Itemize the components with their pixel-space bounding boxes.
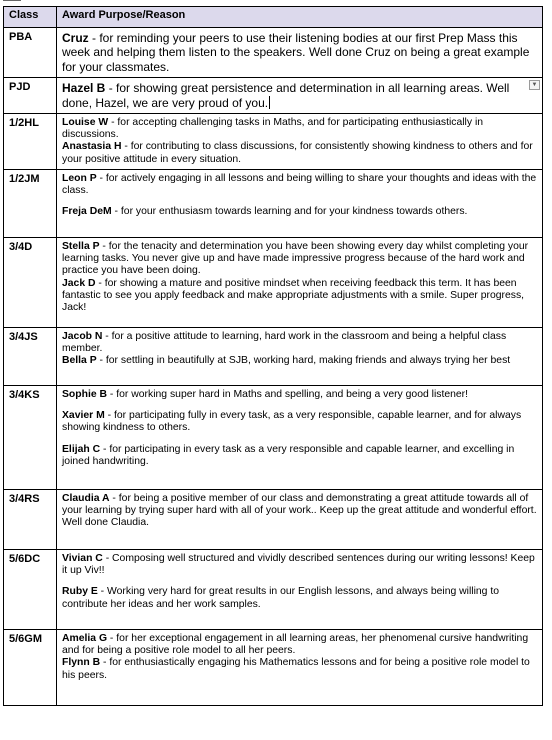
award-reason: - for contributing to class discussions, for consistently showing kindness to others and for your positive attitude in every situation. [62, 141, 533, 165]
award-entry [62, 117, 537, 141]
award-entry [62, 410, 537, 434]
reason-cell [57, 630, 543, 706]
award-reason: - for accepting challenging tasks in Maths, and for participating enthusiastically in discussions. [62, 117, 484, 141]
student-name: Jack D [62, 277, 96, 289]
table-row [4, 78, 543, 114]
award-entry [62, 389, 537, 401]
class-cell: 1/2JM [4, 170, 57, 238]
award-reason: - for being a positive member of our class and demonstrating a great attitude towards all of your learning by trying super hard with all of your work.. Keep up the great attitude and wonderful effort. Well done Claudia. [62, 493, 537, 529]
award-entry [62, 657, 537, 681]
award-entry [62, 278, 537, 315]
reason-cell [57, 28, 543, 78]
student-name: Ruby E [62, 586, 98, 598]
student-name: Vivian C [62, 553, 103, 565]
award-reason: - Composing well structured and vividly described sentences during our writing lessons! Keep it up Viv!! [62, 553, 535, 577]
student-name: Leon P [62, 173, 97, 185]
award-reason: - for actively engaging in all lessons and being willing to share your thoughts and ideas with the class. [62, 173, 537, 197]
award-entry [62, 206, 537, 218]
student-name: Xavier M [62, 410, 105, 422]
class-cell: PBA [4, 28, 57, 78]
award-reason: - for working super hard in Maths and spelling, and being a very good listener! [107, 389, 469, 401]
award-reason: - Working very hard for great results in our English lessons, and always being willing to contribute her ideas and her work samples. [62, 586, 499, 610]
header-class: Class [4, 7, 57, 28]
award-reason: - for reminding your peers to use their listening bodies at our first Prep Mass this week and helping them listen to the speakers. Well done Cruz on being a great example for your classmates. [62, 31, 530, 74]
table-row [4, 490, 543, 550]
class-cell: 5/6DC [4, 550, 57, 630]
student-name: Claudia A [62, 493, 110, 505]
award-reason: - for participating fully in every task, as a very responsible, capable learner, and for always showing kindness to others. [62, 410, 522, 434]
header-row [4, 7, 543, 28]
reason-cell [57, 114, 543, 170]
student-name: Stella P [62, 241, 100, 253]
award-reason: - for your enthusiasm towards learning and for your kindness towards others. [111, 206, 468, 218]
student-name: Bella P [62, 355, 97, 367]
award-reason: - for showing a mature and positive mindset when receiving feedback this term. It has been fantastic to see you apply feedback and make appropriate adjustments with a smile. Super progress, Jack! [62, 277, 525, 314]
award-reason: - for a positive attitude to learning, hard work in the classroom and being a helpful class member. [62, 331, 507, 355]
table-row [4, 386, 543, 490]
award-entry [62, 31, 537, 74]
award-reason: - for enthusiastically engaging his Mathematics lessons and for being a positive role model to his peers. [62, 657, 530, 681]
award-reason: - for showing great persistence and determination in all learning areas. Well done, Hazel, we are very proud of you. [62, 81, 510, 110]
award-entry [62, 241, 537, 278]
class-cell: 1/2HL [4, 114, 57, 170]
table-row [4, 170, 543, 238]
award-entry [62, 586, 537, 610]
student-name: Jacob N [62, 331, 103, 343]
student-name: Louise W [62, 117, 109, 129]
table-row [4, 238, 543, 328]
award-entry [62, 553, 537, 577]
table-row [4, 328, 543, 386]
award-entry [62, 633, 537, 657]
reason-cell [57, 328, 543, 386]
class-cell: 3/4D [4, 238, 57, 328]
awards-body [4, 28, 543, 706]
table-row [4, 630, 543, 706]
student-name: Sophie B [62, 389, 108, 401]
student-name: Hazel B [62, 81, 106, 96]
reason-cell [57, 238, 543, 328]
reason-cell [57, 386, 543, 490]
reason-cell [57, 490, 543, 550]
table-row [4, 28, 543, 78]
award-entry [62, 81, 537, 110]
header-reason: Award Purpose/Reason [57, 7, 543, 28]
award-reason: - for her exceptional engagement in all learning areas, her phenomenal cursive handwriting and for being a positive role model to all her peers. [62, 633, 529, 657]
student-name: Flynn B [62, 657, 101, 669]
class-cell: PJD [4, 78, 57, 114]
reason-cell [57, 550, 543, 630]
cell-dropdown-icon[interactable]: ▼ [529, 80, 540, 90]
award-reason: - for the tenacity and determination you have been showing every day whilst completing your learning tasks. You never give up and have made impressive progress because of the hard work and practice you have been doing. [62, 241, 529, 277]
award-entry [62, 173, 537, 197]
top-edge-line [3, 0, 21, 1]
reason-cell[interactable] [57, 78, 543, 114]
award-entry [62, 355, 537, 367]
class-cell: 3/4KS [4, 386, 57, 490]
text-cursor [269, 96, 270, 109]
award-reason: - for participating in every task as a very responsible and capable learner, and excelling in joined handwriting. [62, 443, 515, 467]
reason-cell [57, 170, 543, 238]
student-name: Elijah C [62, 443, 101, 455]
award-entry [62, 331, 537, 355]
student-name: Anastasia H [62, 141, 122, 153]
student-name: Freja DeM [62, 206, 112, 218]
table-row [4, 114, 543, 170]
student-name: Cruz [62, 31, 89, 45]
table-row [4, 550, 543, 630]
student-name: Amelia G [62, 633, 108, 645]
class-cell: 5/6GM [4, 630, 57, 706]
class-cell: 3/4RS [4, 490, 57, 550]
awards-table [3, 6, 543, 706]
award-entry [62, 141, 537, 165]
award-entry [62, 444, 537, 468]
award-reason: - for settling in beautifully at SJB, working hard, making friends and always trying her best [96, 355, 511, 367]
class-cell: 3/4JS [4, 328, 57, 386]
award-entry [62, 493, 537, 530]
